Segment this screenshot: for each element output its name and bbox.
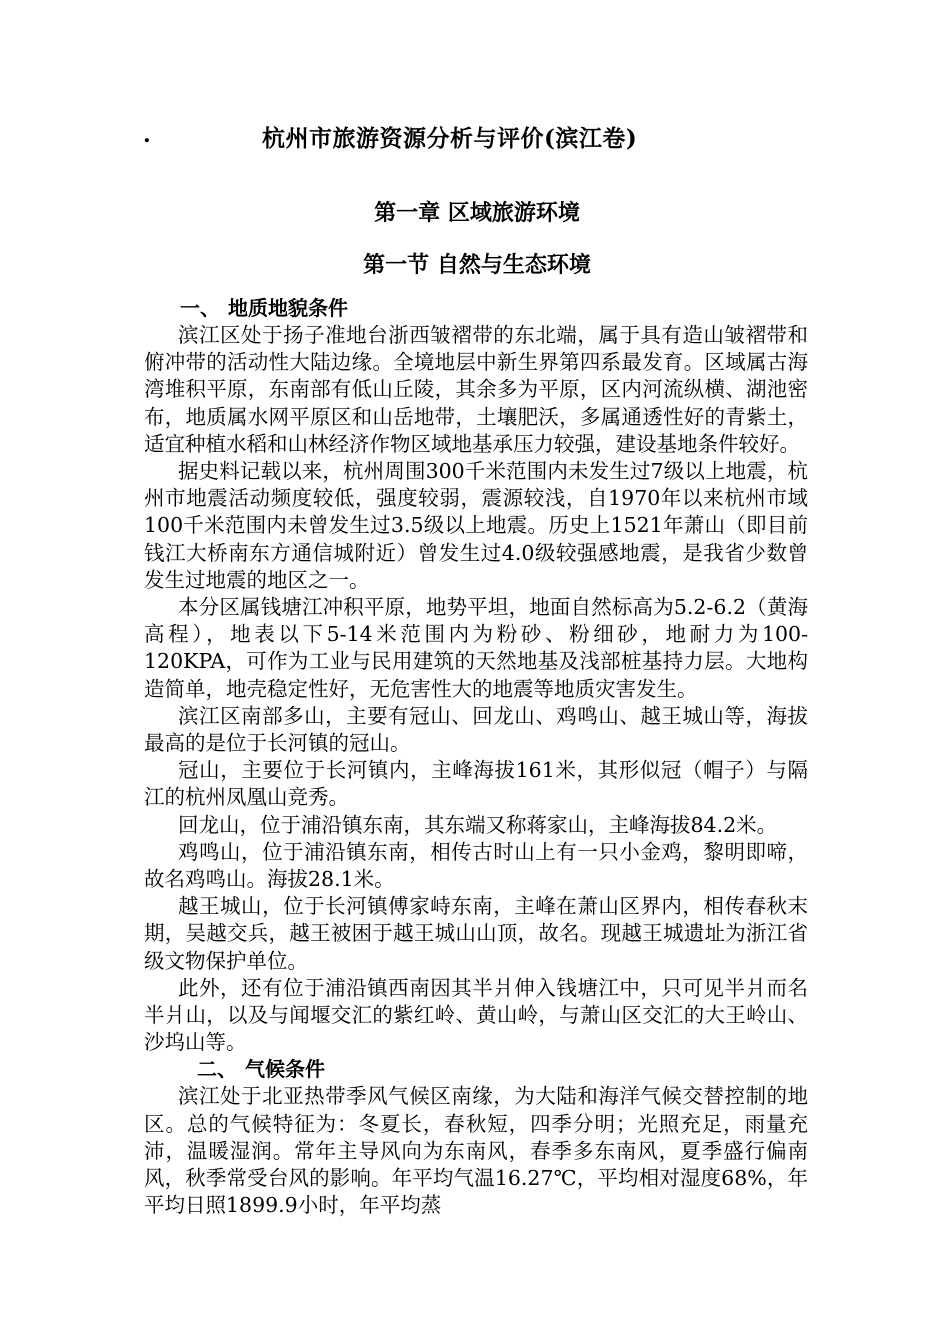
paragraph: 据史料记载以来，杭州周围300千米范围内未发生过7级以上地震，杭州市地震活动频度较低，强度较弱，震源较浅，自1970年以来杭州市域100千米范围内未曾发生过3.5级以上地震。历史上1521年萧山（即目前钱江大桥南东方通信城附近）曾发生过4.0级较强感地震，是我省少数曾发生过地震的地区之一。 [144,459,808,592]
paragraph: 冠山，主要位于长河镇内，主峰海拔161米，其形似冠（帽子）与隔江的杭州凤凰山竞秀。 [144,758,808,810]
subsection-heading-geology [144,295,808,322]
leading-mark: . [143,122,151,148]
paragraph: 滨江区南部多山，主要有冠山、回龙山、鸡鸣山、越王城山等，海拔最高的是位于长河镇的冠山。 [144,703,808,756]
paragraph: 本分区属钱塘江冲积平原，地势平坦，地面自然标高为5.2-6.2（黄海高程），地表以下5-14米范围内为粉砂、粉细砂，地耐力为100-120KPA，可作为工业与民用建筑的天然地基及浅部桩基持力层。大地构造简单，地壳稳定性好，无危害性大的地震等地质灾害发生。 [144,595,808,701]
subsection-number: 二、 [197,1057,237,1082]
paragraph: 回龙山，位于浦沿镇东南，其东端又称蒋家山，主峰海拔84.2米。 [178,812,778,837]
paragraph: 滨江区处于扬子准地台浙西皱褶带的东北端，属于具有造山皱褶带和俯冲带的活动性大陆边缘。全境地层中新生界第四系最发育。区域属古海湾堆积平原，东南部有低山丘陵，其余多为平原，区内河流纵横、湖池密布，地质属水网平原区和山岳地带，土壤肥沃，多属通透性好的青紫土，适宜种植水稻和山林经济作物区域地基承压力较强，建设基地条件较好。 [144,323,808,456]
subsection-title: 地质地貌条件 [228,296,348,320]
paragraph: 此外，还有位于浦沿镇西南因其半爿伸入钱塘江中，只可见半爿而名半爿山，以及与闻堰交汇的紫红岭、黄山岭，与萧山区交汇的大王岭山、沙坞山等。 [144,975,808,1055]
chapter-title: 第一章 区域旅游环境 [374,200,580,226]
subsection-number: 一、 [180,296,220,320]
section-title: 第一节 自然与生态环境 [363,252,591,278]
paragraph: 滨江处于北亚热带季风气候区南缘，为大陆和海洋气候交替控制的地区。总的气候特征为：冬夏长，春秋短，四季分明；光照充足，雨量充沛，温暖湿润。常年主导风向为东南风，春季多东南风，夏季盛行偏南风，秋季常受台风的影响。年平均气温16.27℃，平均相对湿度68%，年平均日照1899.9小时，年平均蒸 [144,1084,808,1218]
paragraph: 鸡鸣山，位于浦沿镇东南，相传古时山上有一只小金鸡，黎明即啼，故名鸡鸣山。海拔28.1米。 [144,839,808,892]
paragraph: 越王城山，位于长河镇傅家峙东南，主峰在萧山区界内，相传春秋末期，吴越交兵，越王被困于越王城山山顶，故名。现越王城遗址为浙江省级文物保护单位。 [144,894,808,973]
document-title: 杭州市旅游资源分析与评价(滨江卷) [262,125,638,152]
body-text [144,295,808,1220]
subsection-title: 气候条件 [245,1057,325,1082]
subsection-heading-climate [144,1056,808,1083]
